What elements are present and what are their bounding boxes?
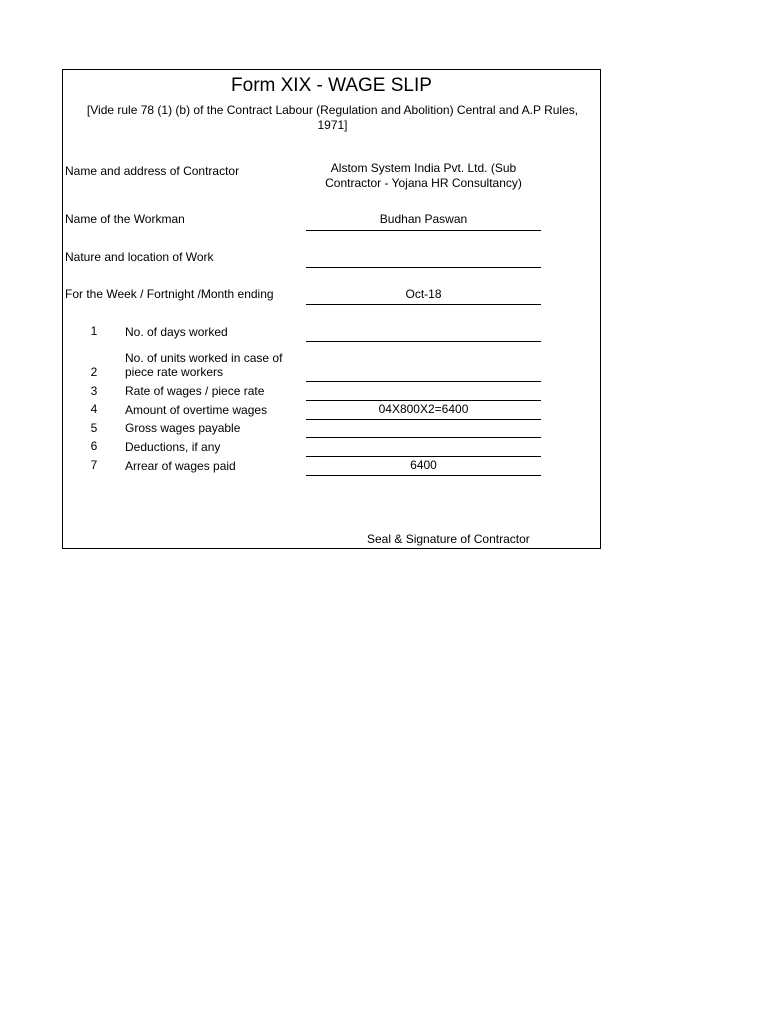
period-value: Oct-18 bbox=[405, 287, 442, 301]
wage-slip-form bbox=[62, 69, 601, 549]
item-label: Gross wages payable bbox=[125, 421, 241, 435]
item-label: Arrear of wages paid bbox=[125, 459, 236, 473]
form-title: Form XIX - WAGE SLIP bbox=[231, 75, 432, 96]
workman-underline bbox=[306, 230, 541, 231]
workman-label: Name of the Workman bbox=[65, 212, 185, 226]
item-label: Rate of wages / piece rate bbox=[125, 384, 265, 398]
period-underline bbox=[306, 304, 541, 305]
item-value: 04X800X2=6400 bbox=[378, 402, 469, 416]
item-underline bbox=[306, 400, 541, 401]
form-subtitle: [Vide rule 78 (1) (b) of the Contract Labour (Regulation and Abolition) Central and A.P Rules, 1971] bbox=[86, 103, 579, 132]
item-underline bbox=[306, 456, 541, 457]
item-number: 3 bbox=[90, 384, 98, 398]
item-value: 6400 bbox=[410, 458, 437, 472]
work-label: Nature and location of Work bbox=[65, 250, 214, 264]
work-underline bbox=[306, 267, 541, 268]
item-label: No. of days worked bbox=[125, 325, 228, 339]
seal-signature-label: Seal & Signature of Contractor bbox=[367, 532, 530, 546]
contractor-label: Name and address of Contractor bbox=[65, 164, 240, 178]
item-number: 4 bbox=[90, 402, 98, 416]
item-number: 7 bbox=[90, 458, 98, 472]
period-label: For the Week / Fortnight /Month ending bbox=[65, 287, 274, 301]
workman-value: Budhan Paswan bbox=[379, 212, 468, 226]
item-label: Deductions, if any bbox=[125, 440, 221, 454]
item-underline bbox=[306, 475, 541, 476]
item-label: Amount of overtime wages bbox=[125, 403, 268, 417]
contractor-value: Alstom System India Pvt. Ltd. (Sub Contractor - Yojana HR Consultancy) bbox=[325, 161, 522, 190]
item-underline bbox=[306, 341, 541, 342]
item-underline bbox=[306, 419, 541, 420]
item-underline bbox=[306, 437, 541, 438]
item-label: No. of units worked in case of piece rate workers bbox=[125, 351, 283, 379]
item-number: 5 bbox=[90, 421, 98, 435]
item-number: 6 bbox=[90, 439, 98, 453]
item-number: 2 bbox=[90, 365, 98, 379]
item-underline bbox=[306, 381, 541, 382]
item-number: 1 bbox=[90, 324, 98, 338]
